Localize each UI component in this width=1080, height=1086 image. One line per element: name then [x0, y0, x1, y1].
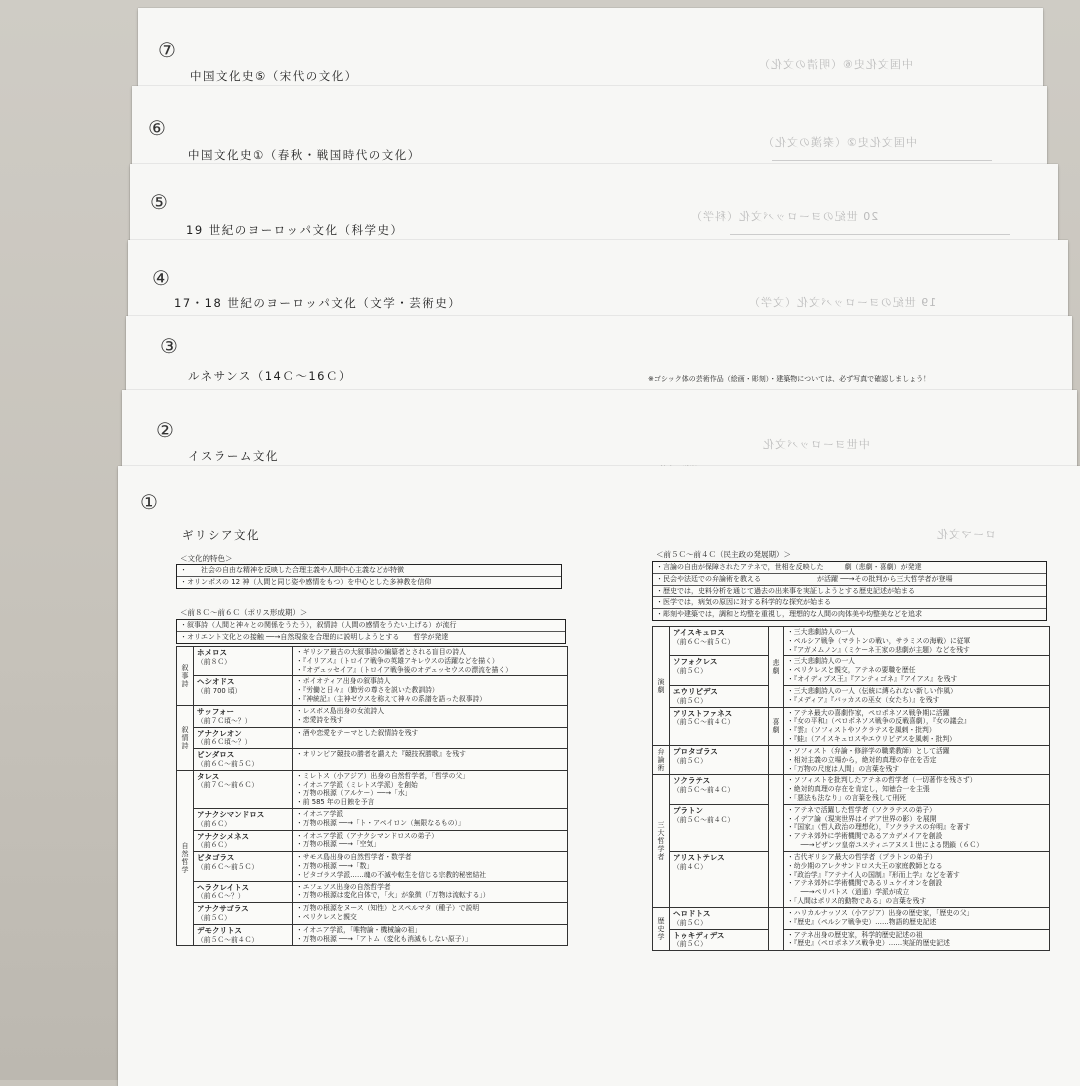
- description-line: ・『蛙』（アイスキュロスやエウリピデスを風刺・批判）: [787, 735, 956, 744]
- person-era: （前６Ｃ）: [197, 841, 231, 850]
- person-era: （前６Ｃ～？）: [197, 892, 245, 901]
- table-row: [177, 809, 568, 831]
- person-cell: [670, 707, 769, 745]
- category-cell: 叙事詩: [177, 647, 194, 706]
- sheet-number: ①: [140, 490, 158, 514]
- description-line: ・『労働と日々』（勤労の尊さを説いた教訓詩）: [296, 686, 439, 695]
- sheet-title: 19 世紀のヨーロッパ文化（科学史）: [186, 223, 404, 237]
- person-cell: [670, 745, 769, 774]
- worksheet-1[interactable]: [118, 466, 1080, 1086]
- table-row: [653, 707, 1050, 745]
- person-name: アナクレオン: [197, 728, 242, 738]
- show-through-text: 19 世紀のヨーロッパ文化（文学）: [748, 296, 937, 309]
- person-name: ホメロス: [197, 648, 227, 657]
- description-line: ・万物の根源 ──→「数」: [296, 862, 374, 870]
- description-line: ──→ビザンツ皇帝ユスティニアヌス１世による閉鎖（６Ｃ）: [787, 841, 984, 850]
- person-cell: [194, 881, 293, 903]
- description-cell: [293, 727, 568, 749]
- sheet-title: ルネサンス（14Ｃ～16Ｃ）: [188, 369, 353, 383]
- sheet-number: ⑥: [148, 116, 166, 140]
- description-cell: [293, 830, 568, 852]
- description-line: ・ボイオティア出身の叙事詩人: [296, 677, 391, 686]
- description-cell: [293, 881, 568, 903]
- description-cell: [784, 745, 1050, 774]
- description-line: ・絶対的真理の存在を肯定し，知徳合一を主張: [787, 785, 930, 794]
- show-through-text: 中世ヨーロッパ文化: [762, 438, 870, 451]
- person-era: （前５Ｃ）: [673, 667, 707, 676]
- description-line: ・酒や恋愛をテーマとした叙情詩を残す: [296, 728, 419, 737]
- description-cell: [784, 656, 1050, 685]
- genre-cell: [769, 775, 784, 908]
- description-line: ・ミレトス（小アジア）出身の自然哲学者，「哲学の父」: [296, 771, 469, 780]
- late-period-heading: ＜前５Ｃ～前４Ｃ（民主政の発展期）＞: [656, 550, 791, 559]
- description-line: ・アテネ郊外に学術機関であるアカデメイアを創設: [787, 832, 943, 841]
- category-cell: 叙情詩: [177, 705, 194, 770]
- description-cell: [293, 647, 568, 676]
- person-cell: [670, 804, 769, 851]
- person-era: （前８Ｃ）: [197, 657, 231, 666]
- table-row: [653, 929, 1050, 951]
- description-line: ・『オイディプス王』『アンティゴネ』『アイアス』を残す: [787, 675, 958, 684]
- person-cell: [670, 627, 769, 656]
- description-cell: [784, 907, 1050, 929]
- table-row: [653, 851, 1050, 907]
- description-line: ・アテネ郊外に学術機関であるリュケイオンを創設: [787, 879, 943, 888]
- description-cell: [293, 676, 568, 705]
- description-line: ・ギリシア最古の大叙事詩の編纂者とされる盲目の詩人: [296, 648, 466, 656]
- person-name: トゥキディデス: [673, 930, 725, 940]
- person-name: プラトン: [673, 805, 703, 815]
- category-cell: 弁論術: [653, 745, 670, 774]
- person-era: （前５Ｃ）: [673, 940, 707, 949]
- description-line: ・万物の根源は変化自体で，「火」が象徴（「万物は流転する」）: [296, 891, 490, 900]
- table-row: [653, 745, 1050, 774]
- description-line: ・ハリカルナッソス（小アジア）出身の歴史家，「歴史の父」: [787, 908, 974, 917]
- description-cell: [293, 770, 568, 808]
- table-row: [177, 881, 568, 903]
- description-line: ・『メディア』『バッカスの巫女（女たち）』を残す: [787, 695, 940, 704]
- table-row: [177, 903, 568, 925]
- table-row: [177, 676, 568, 705]
- early-intro-box: [176, 619, 566, 644]
- person-name: アイスキュロス: [673, 628, 725, 637]
- person-era: （前６Ｃ～前５Ｃ）: [673, 637, 735, 646]
- person-name: ピンダロス: [197, 750, 235, 760]
- description-line: ・『神統記』（主神ゼウスを称えて神々の系譜を語った叙事詩）: [296, 695, 487, 704]
- sheet-title: イスラーム文化: [188, 449, 279, 463]
- description-line: ・ピタゴラス学派……魂の不滅や転生を信じる宗教的秘密結社: [296, 870, 487, 879]
- description-line: ・三大悲劇詩人の一人（伝統に縛られない新しい作風）: [787, 686, 957, 695]
- person-era: （前４Ｃ）: [673, 862, 707, 871]
- person-cell: [194, 770, 293, 808]
- person-cell: [194, 852, 293, 881]
- table-row: [653, 685, 1050, 707]
- description-line: ・サモス島出身の自然哲学者・数学者: [296, 853, 412, 862]
- category-cell: 自然哲学: [177, 770, 194, 946]
- description-cell: [293, 924, 568, 946]
- table-row: [177, 647, 568, 676]
- description-cell: [784, 685, 1050, 707]
- sheet-title: ギリシア文化: [182, 528, 260, 542]
- person-name: タレス: [197, 771, 220, 781]
- person-era: （前５Ｃ～前４Ｃ）: [673, 815, 735, 824]
- category-cell: 三大哲学者: [653, 775, 670, 908]
- description-line: ・古代ギリシア最大の哲学者（プラトンの弟子）: [787, 852, 937, 861]
- person-era: （前７Ｃ～前６Ｃ）: [197, 781, 259, 790]
- category-cell: 歴史学: [653, 907, 670, 950]
- person-cell: [670, 775, 769, 804]
- description-cell: [293, 749, 568, 771]
- description-line: ・『国家』（哲人政治の理想化），『ソクラテスの弁明』を著す: [787, 823, 971, 832]
- description-cell: [784, 929, 1050, 951]
- description-line: ・ソフィストを批判したアテネの哲学者（一切著作を残さず）: [787, 776, 977, 785]
- description-cell: [784, 627, 1050, 656]
- description-line: ・エフェソス出身の自然哲学者: [296, 882, 391, 891]
- show-through-line: [772, 160, 992, 161]
- person-name: ヘシオドス: [197, 677, 235, 687]
- description-line: ・『アガメムノン』（ミケーネ王家の悲劇が主題）などを残す: [787, 645, 970, 654]
- person-cell: [670, 656, 769, 685]
- person-era: （前５Ｃ～前４Ｃ）: [673, 786, 735, 795]
- person-name: ヘラクレイトス: [197, 882, 250, 892]
- person-name: ヘロドトス: [673, 908, 711, 918]
- description-line: ・ソフィスト（弁論・修辞学の職業教師）として活躍: [787, 746, 950, 755]
- description-line: ・ペリクレスと親交，アテネの要職を歴任: [787, 666, 916, 675]
- sheet-number: ⑦: [158, 38, 176, 62]
- person-era: （前５Ｃ～前４Ｃ）: [673, 718, 735, 727]
- description-line: ・『雲』（ソフィストやソクラテスを風刺・批判）: [787, 726, 936, 735]
- intro-line: ・彫刻や建築では，調和と均整を重視し，理想的な人間の肉体美や均整美などを追求: [656, 610, 922, 618]
- person-era: （前５Ｃ）: [197, 913, 231, 922]
- description-cell: [784, 851, 1050, 907]
- description-line: ・『歴史』（ペルシア戦争史）……物語的歴史記述: [787, 917, 937, 926]
- early-period-table: [176, 646, 568, 946]
- person-cell: [194, 924, 293, 946]
- table-row: [653, 656, 1050, 685]
- features-line: ・ 社会の自由な精神を反映した合理主義や人間中心主義などが特徴: [177, 565, 561, 577]
- genre-cell: 悲劇: [769, 627, 784, 708]
- person-name: アリストテレス: [673, 852, 725, 862]
- person-cell: [670, 685, 769, 707]
- table-row: [177, 749, 568, 771]
- table-row: [653, 804, 1050, 851]
- sheet-title: 17・18 世紀のヨーロッパ文化（文学・芸術史）: [174, 296, 462, 310]
- person-name: サッフォー: [197, 706, 234, 716]
- description-cell: [293, 852, 568, 881]
- person-cell: [194, 749, 293, 771]
- person-era: （前 700 頃）: [197, 687, 242, 696]
- person-cell: [194, 676, 293, 705]
- description-line: ・『イリアス』（トロイア戦争の英雄アキレウスの活躍などを描く）: [296, 656, 499, 665]
- person-name: ソフォクレス: [673, 657, 718, 667]
- intro-line: ・叙事詩（人間と神々との関係をうたう），叙情詩（人間の感情をうたい上げる）が流行: [177, 620, 565, 632]
- intro-line: ・医学では，病気の原因に対する科学的な探究が始まる: [653, 597, 1046, 609]
- person-cell: [194, 809, 293, 831]
- description-line: ・アテネ出身の歴史家，科学的歴史記述の祖: [787, 930, 923, 939]
- person-era: （前６Ｃ～前５Ｃ）: [197, 759, 259, 768]
- table-row: [177, 852, 568, 881]
- description-line: ・イデア論（現実世界はイデア世界の影）を展開: [787, 814, 937, 823]
- description-line: ・「万物の尺度は人間」の言葉を残す: [787, 764, 900, 773]
- features-heading: ＜文化的特色＞: [180, 554, 233, 563]
- description-line: ・前 585 年の日蝕を予言: [296, 798, 375, 807]
- person-cell: [194, 705, 293, 727]
- description-line: ・恋愛詩を残す: [296, 715, 344, 724]
- person-name: ソクラテス: [673, 776, 711, 786]
- description-line: ・アテネ最大の喜劇作家，ペロポネソス戦争期に活躍: [787, 708, 950, 717]
- description-line: ・アテネで活躍した哲学者（ソクラテスの弟子）: [787, 805, 936, 814]
- category-cell: 演劇: [653, 627, 670, 746]
- intro-line: ・民会や法廷での弁論術を教える が活躍 ──→その批判から三大哲学者が登場: [653, 574, 1046, 586]
- description-cell: [293, 705, 568, 727]
- person-name: アリストファネス: [673, 708, 733, 718]
- description-line: ・相対主義の立場から，絶対的真理の存在を否定: [787, 755, 937, 764]
- table-row: [177, 705, 568, 727]
- sheet-title: 中国文化史⑤（宋代の文化）: [190, 69, 358, 83]
- table-row: [177, 924, 568, 946]
- intro-line: ・オリエント文化との接触 ──→自然現象を合理的に説明しようとする 哲学が発達: [180, 632, 449, 641]
- description-line: ・ペリクレスと親交: [296, 913, 357, 922]
- sheet-note: ※ゴシック体の芸術作品（絵画・彫刻）・建築物については、必ず写真で確認しましょう！: [648, 375, 931, 383]
- person-cell: [194, 830, 293, 852]
- sheet-number: ⑤: [150, 190, 168, 214]
- genre-cell: [769, 745, 784, 774]
- sheet-number: ②: [156, 418, 174, 442]
- description-line: ・レスボス島出身の女流詩人: [296, 706, 385, 715]
- description-line: ・幼少期のアレクサンドロス大王の家庭教師となる: [787, 861, 943, 870]
- person-era: （前５Ｃ）: [673, 696, 707, 705]
- description-line: ・「悪法も法なり」の言葉を残して刑死: [787, 794, 906, 802]
- person-era: （前６Ｃ）: [197, 819, 231, 828]
- person-cell: [194, 903, 293, 925]
- description-line: ・イオニア学派（ミレトス学派）を創始: [296, 780, 418, 789]
- person-cell: [670, 929, 769, 951]
- person-name: デモクリトス: [197, 925, 242, 935]
- description-cell: [784, 804, 1050, 851]
- person-cell: [670, 907, 769, 929]
- genre-cell: [769, 907, 784, 950]
- person-name: アナクサゴラス: [197, 904, 249, 914]
- description-cell: [293, 903, 568, 925]
- description-line: ・『女の平和』（ペロポネソス戦争の反戦喜劇），『女の議会』: [787, 717, 971, 726]
- genre-cell: 喜劇: [769, 707, 784, 745]
- person-cell: [194, 647, 293, 676]
- description-cell: [784, 707, 1050, 745]
- person-name: エウリピデス: [673, 686, 718, 696]
- description-line: ・「人間はポリス的動物である」の言葉を残す: [787, 897, 927, 906]
- description-line: ・万物の根源 ──→「ト・アペイロン（無限なるもの）」: [296, 818, 465, 827]
- description-line: ・三大悲劇詩人の一人: [787, 628, 855, 636]
- person-era: （前５Ｃ～前４Ｃ）: [197, 935, 259, 944]
- person-name: ピタゴラス: [197, 853, 235, 863]
- show-through-line: [730, 234, 1010, 235]
- description-line: ・三大悲劇詩人の一人: [787, 657, 855, 666]
- description-line: ・オリンピア競技の勝者を讃えた『競技祝勝歌』を残す: [296, 750, 466, 759]
- person-name: アナクシメネス: [197, 831, 249, 841]
- late-period-table: [652, 626, 1050, 951]
- early-period-heading: ＜前８Ｃ～前６Ｃ（ポリス形成期）＞: [180, 608, 308, 617]
- late-intro-box: [652, 561, 1047, 621]
- description-line: ・イオニア学派（アナクシマンドロスの弟子）: [296, 831, 438, 840]
- description-line: ・ペルシア戦争（マラトンの戦い，サラミスの海戦）に従軍: [787, 636, 971, 645]
- show-through-text: ローマ文化: [936, 528, 996, 541]
- person-era: （前６Ｃ頃～？）: [197, 738, 252, 747]
- features-box: [176, 564, 562, 589]
- person-era: （前５Ｃ）: [673, 918, 707, 927]
- description-line: ・イオニア学派: [296, 810, 344, 819]
- table-row: [653, 907, 1050, 929]
- table-row: [177, 727, 568, 749]
- features-line: ・オリンポスの 12 神（人間と同じ姿や感情をもつ）を中心とした多神教を信仰: [180, 577, 432, 586]
- description-line: ・『歴史』（ペロポネソス戦争史）……実証的歴史記述: [787, 939, 950, 948]
- intro-line: ・言論の自由が保障されたアテネで，世相を反映した 劇（悲劇・喜劇）が発達: [653, 562, 1046, 574]
- person-era: （前７Ｃ頃～？）: [197, 716, 252, 725]
- show-through-text: 20 世紀のヨーロッパ文化（科学）: [690, 210, 879, 223]
- table-row: [653, 775, 1050, 804]
- description-cell: [784, 775, 1050, 804]
- description-line: ・『オデュッセイア』（トロイア戦争後のオデュッセウスの漂流を描く）: [296, 665, 513, 674]
- intro-line: ・歴史では，史料分析を通じて過去の出来事を実証しようとする歴史記述が始まる: [653, 586, 1046, 598]
- description-line: ・万物の根源 ──→「空気」: [296, 840, 381, 849]
- table-row: [653, 627, 1050, 656]
- person-era: （前５Ｃ）: [673, 756, 707, 765]
- table-row: [177, 830, 568, 852]
- person-name: アナクシマンドロス: [197, 810, 265, 820]
- person-name: プロタゴラス: [673, 746, 718, 756]
- description-line: ・『政治学』『アテナイ人の国制』『形而上学』などを著す: [787, 870, 960, 879]
- description-cell: [293, 809, 568, 831]
- description-line: ・万物の根源（アルケー）──→「水」: [296, 789, 412, 798]
- person-era: （前６Ｃ～前５Ｃ）: [197, 862, 259, 871]
- description-line: ・万物の根源 ──→「アトム（変化も消滅もしない原子）」: [296, 934, 472, 943]
- person-cell: [670, 851, 769, 907]
- show-through-text: 中国文化史⑥（明清の文化）: [758, 58, 913, 71]
- sheet-number: ③: [160, 334, 178, 358]
- description-line: ・万物の根源をヌース（知性）とスペルマタ（種子）で説明: [296, 904, 480, 913]
- show-through-text: 中国文化史②（秦漢の文化）: [762, 136, 917, 149]
- table-row: [177, 770, 568, 808]
- person-cell: [194, 727, 293, 749]
- sheet-title: 中国文化史①（春秋・戦国時代の文化）: [188, 148, 421, 162]
- description-line: ・イオニア学派，「唯物論・機械論の祖」: [296, 925, 422, 934]
- description-line: ──→ペリパトス（逍遥）学派が成立: [787, 888, 910, 897]
- sheet-number: ④: [152, 266, 170, 290]
